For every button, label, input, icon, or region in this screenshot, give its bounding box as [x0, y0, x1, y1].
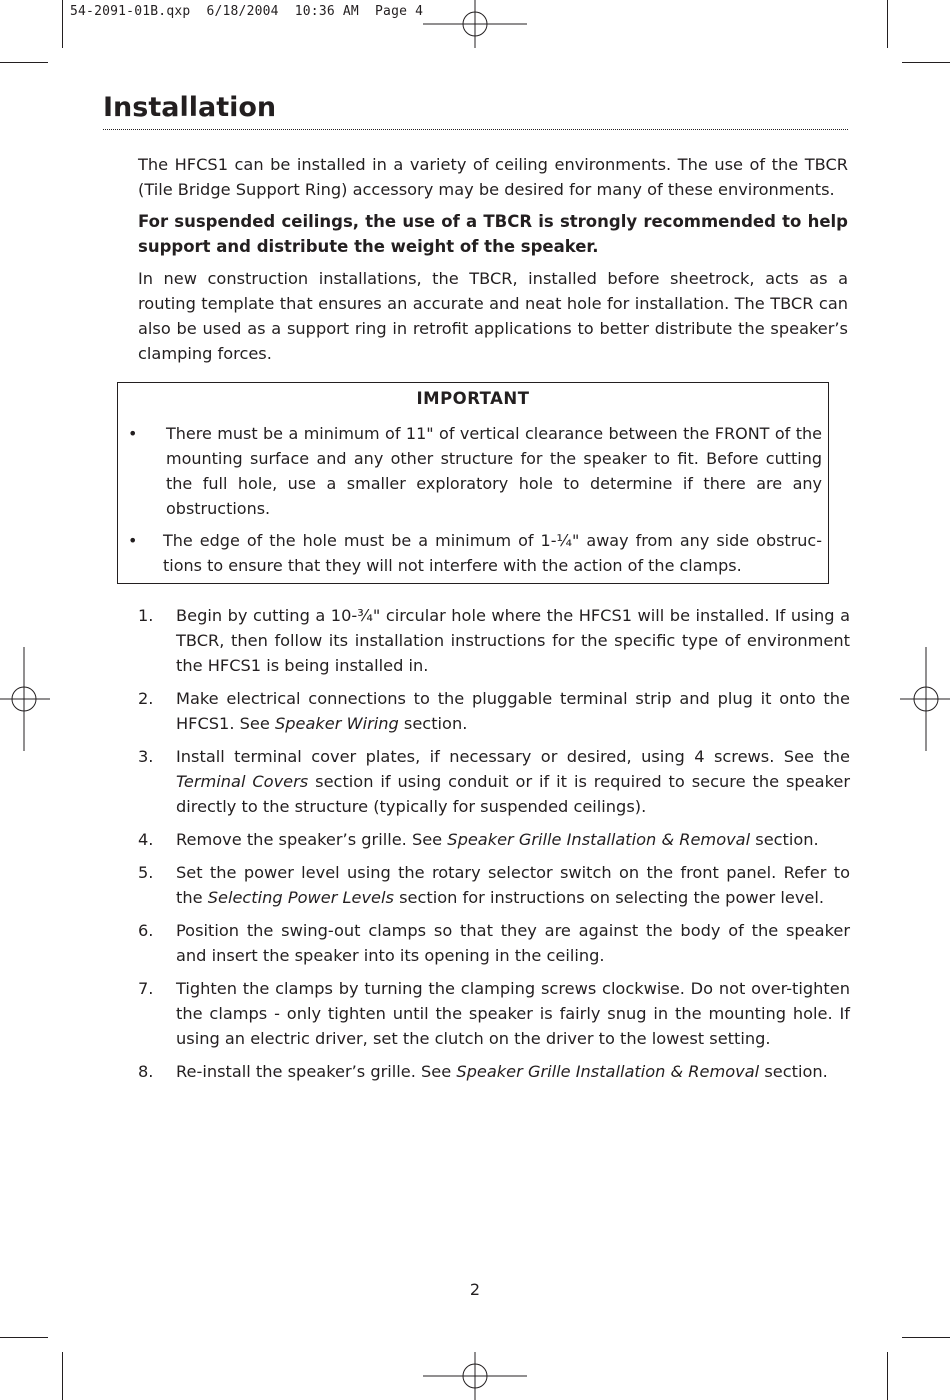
crop-mark-bottom-left-horizontal — [0, 1337, 48, 1338]
important-bullet-1 — [128, 421, 822, 521]
crop-mark-bottom-left-vertical — [62, 1352, 63, 1400]
step-item — [138, 976, 850, 1051]
crop-mark-top-right-vertical — [887, 0, 888, 48]
step-number: 4. — [138, 830, 154, 849]
intro-paragraph-3: In new construction installations, the TBCR, installed before sheetrock, acts as a routing template that ensures an accurate and neat hole for installation. The TBCR can also be used as a support ring in retrofit applications to better distribute the speaker’s clamping forces. — [138, 269, 848, 363]
intro-paragraph-2: For suspended ceilings, the use of a TBCR is strongly recommended to help support and distribute the weight of the speaker. — [138, 212, 848, 256]
step-number: 3. — [138, 747, 154, 766]
step-number: 5. — [138, 863, 154, 882]
section-reference: Speaker Wiring — [275, 714, 399, 733]
registration-mark-left-icon — [0, 647, 50, 751]
step-text: Install terminal cover plates, if necessary or desired, using 4 screws. See the Terminal Covers section if using conduit or if it is required to secure the speaker directly to the structure (typically for suspended ceilings). — [176, 747, 850, 816]
step-text: Make electrical connections to the pluggable terminal strip and plug it onto the HFCS1. See Speaker Wiring section. — [176, 689, 850, 733]
step-text: Set the power level using the rotary selector switch on the front panel. Refer to the Selecting Power Levels section for instructions on selecting the power level. — [176, 863, 850, 907]
registration-mark-top-icon — [423, 0, 527, 50]
step-number: 6. — [138, 921, 154, 940]
crop-mark-bottom-right-horizontal — [902, 1337, 950, 1338]
section-reference: Speaker Grille Installation & Removal — [447, 830, 751, 849]
step-number: 7. — [138, 979, 154, 998]
intro-paragraph-1: The HFCS1 can be installed in a variety of ceiling environments. The use of the TBCR (Tile Bridge Support Ring) accessory may be desired for many of these environments. — [138, 155, 848, 199]
crop-mark-top-left-vertical — [62, 0, 63, 48]
crop-mark-top-left-horizontal — [0, 62, 48, 63]
important-notice-box — [117, 382, 829, 584]
bullet-dot-icon: • — [128, 531, 138, 550]
step-text: Re-install the speaker’s grille. See Speaker Grille Installation & Removal section. — [176, 1062, 828, 1081]
bullet-dot-icon: • — [128, 424, 138, 443]
section-reference: Speaker Grille Installation & Removal — [456, 1062, 760, 1081]
important-bullet-2 — [128, 528, 822, 578]
crop-mark-top-right-horizontal — [902, 62, 950, 63]
step-number: 8. — [138, 1062, 154, 1081]
section-title: Installation — [103, 92, 277, 123]
installation-steps-list — [138, 603, 850, 1092]
step-item — [138, 918, 850, 968]
step-item — [138, 1059, 850, 1084]
step-item — [138, 827, 850, 852]
crop-mark-bottom-right-vertical — [887, 1352, 888, 1400]
registration-mark-right-icon — [900, 647, 950, 751]
step-item — [138, 686, 850, 736]
registration-mark-bottom-icon — [423, 1350, 527, 1400]
step-item — [138, 860, 850, 910]
step-item — [138, 603, 850, 678]
step-number: 1. — [138, 606, 154, 625]
step-text: Tighten the clamps by turning the clamping screws clockwise. Do not over-tighten the clamps - only tighten until the speaker is fairly snug in the mounting hole. If using an electric driver, set the clutch on the driver to the lowest setting. — [176, 979, 850, 1048]
file-slug-line: 54-2091-01B.qxp 6/18/2004 10:36 AM Page 4 — [70, 4, 424, 19]
page-number: 2 — [469, 1280, 481, 1299]
title-dotted-rule — [103, 129, 848, 130]
section-reference: Selecting Power Levels — [207, 888, 394, 907]
step-text: Remove the speaker’s grille. See Speaker Grille Installation & Removal section. — [176, 830, 819, 849]
important-bullet-text-2: The edge of the hole must be a minimum of 1-¼" away from any side obstruc-tions to ensure that they will not interfere with the action of the clamps. — [163, 531, 822, 575]
step-text: Position the swing-out clamps so that they are against the body of the speaker and insert the speaker into its opening in the ceiling. — [176, 921, 850, 965]
important-bullet-text-1: There must be a minimum of 11" of vertical clearance between the FRONT of the mounting surface and any other structure for the speaker to fit. Before cutting the full hole, use a smaller exploratory hole to determine if there are any obstructions. — [166, 424, 822, 518]
important-title: IMPORTANT — [416, 389, 530, 408]
step-text: Begin by cutting a 10-¾" circular hole where the HFCS1 will be installed. If using a TBCR, then follow its installation instructions for the specific type of environment the HFCS1 is being installed in. — [176, 606, 850, 675]
step-item — [138, 744, 850, 819]
step-number: 2. — [138, 689, 154, 708]
section-reference: Terminal Covers — [176, 772, 309, 791]
